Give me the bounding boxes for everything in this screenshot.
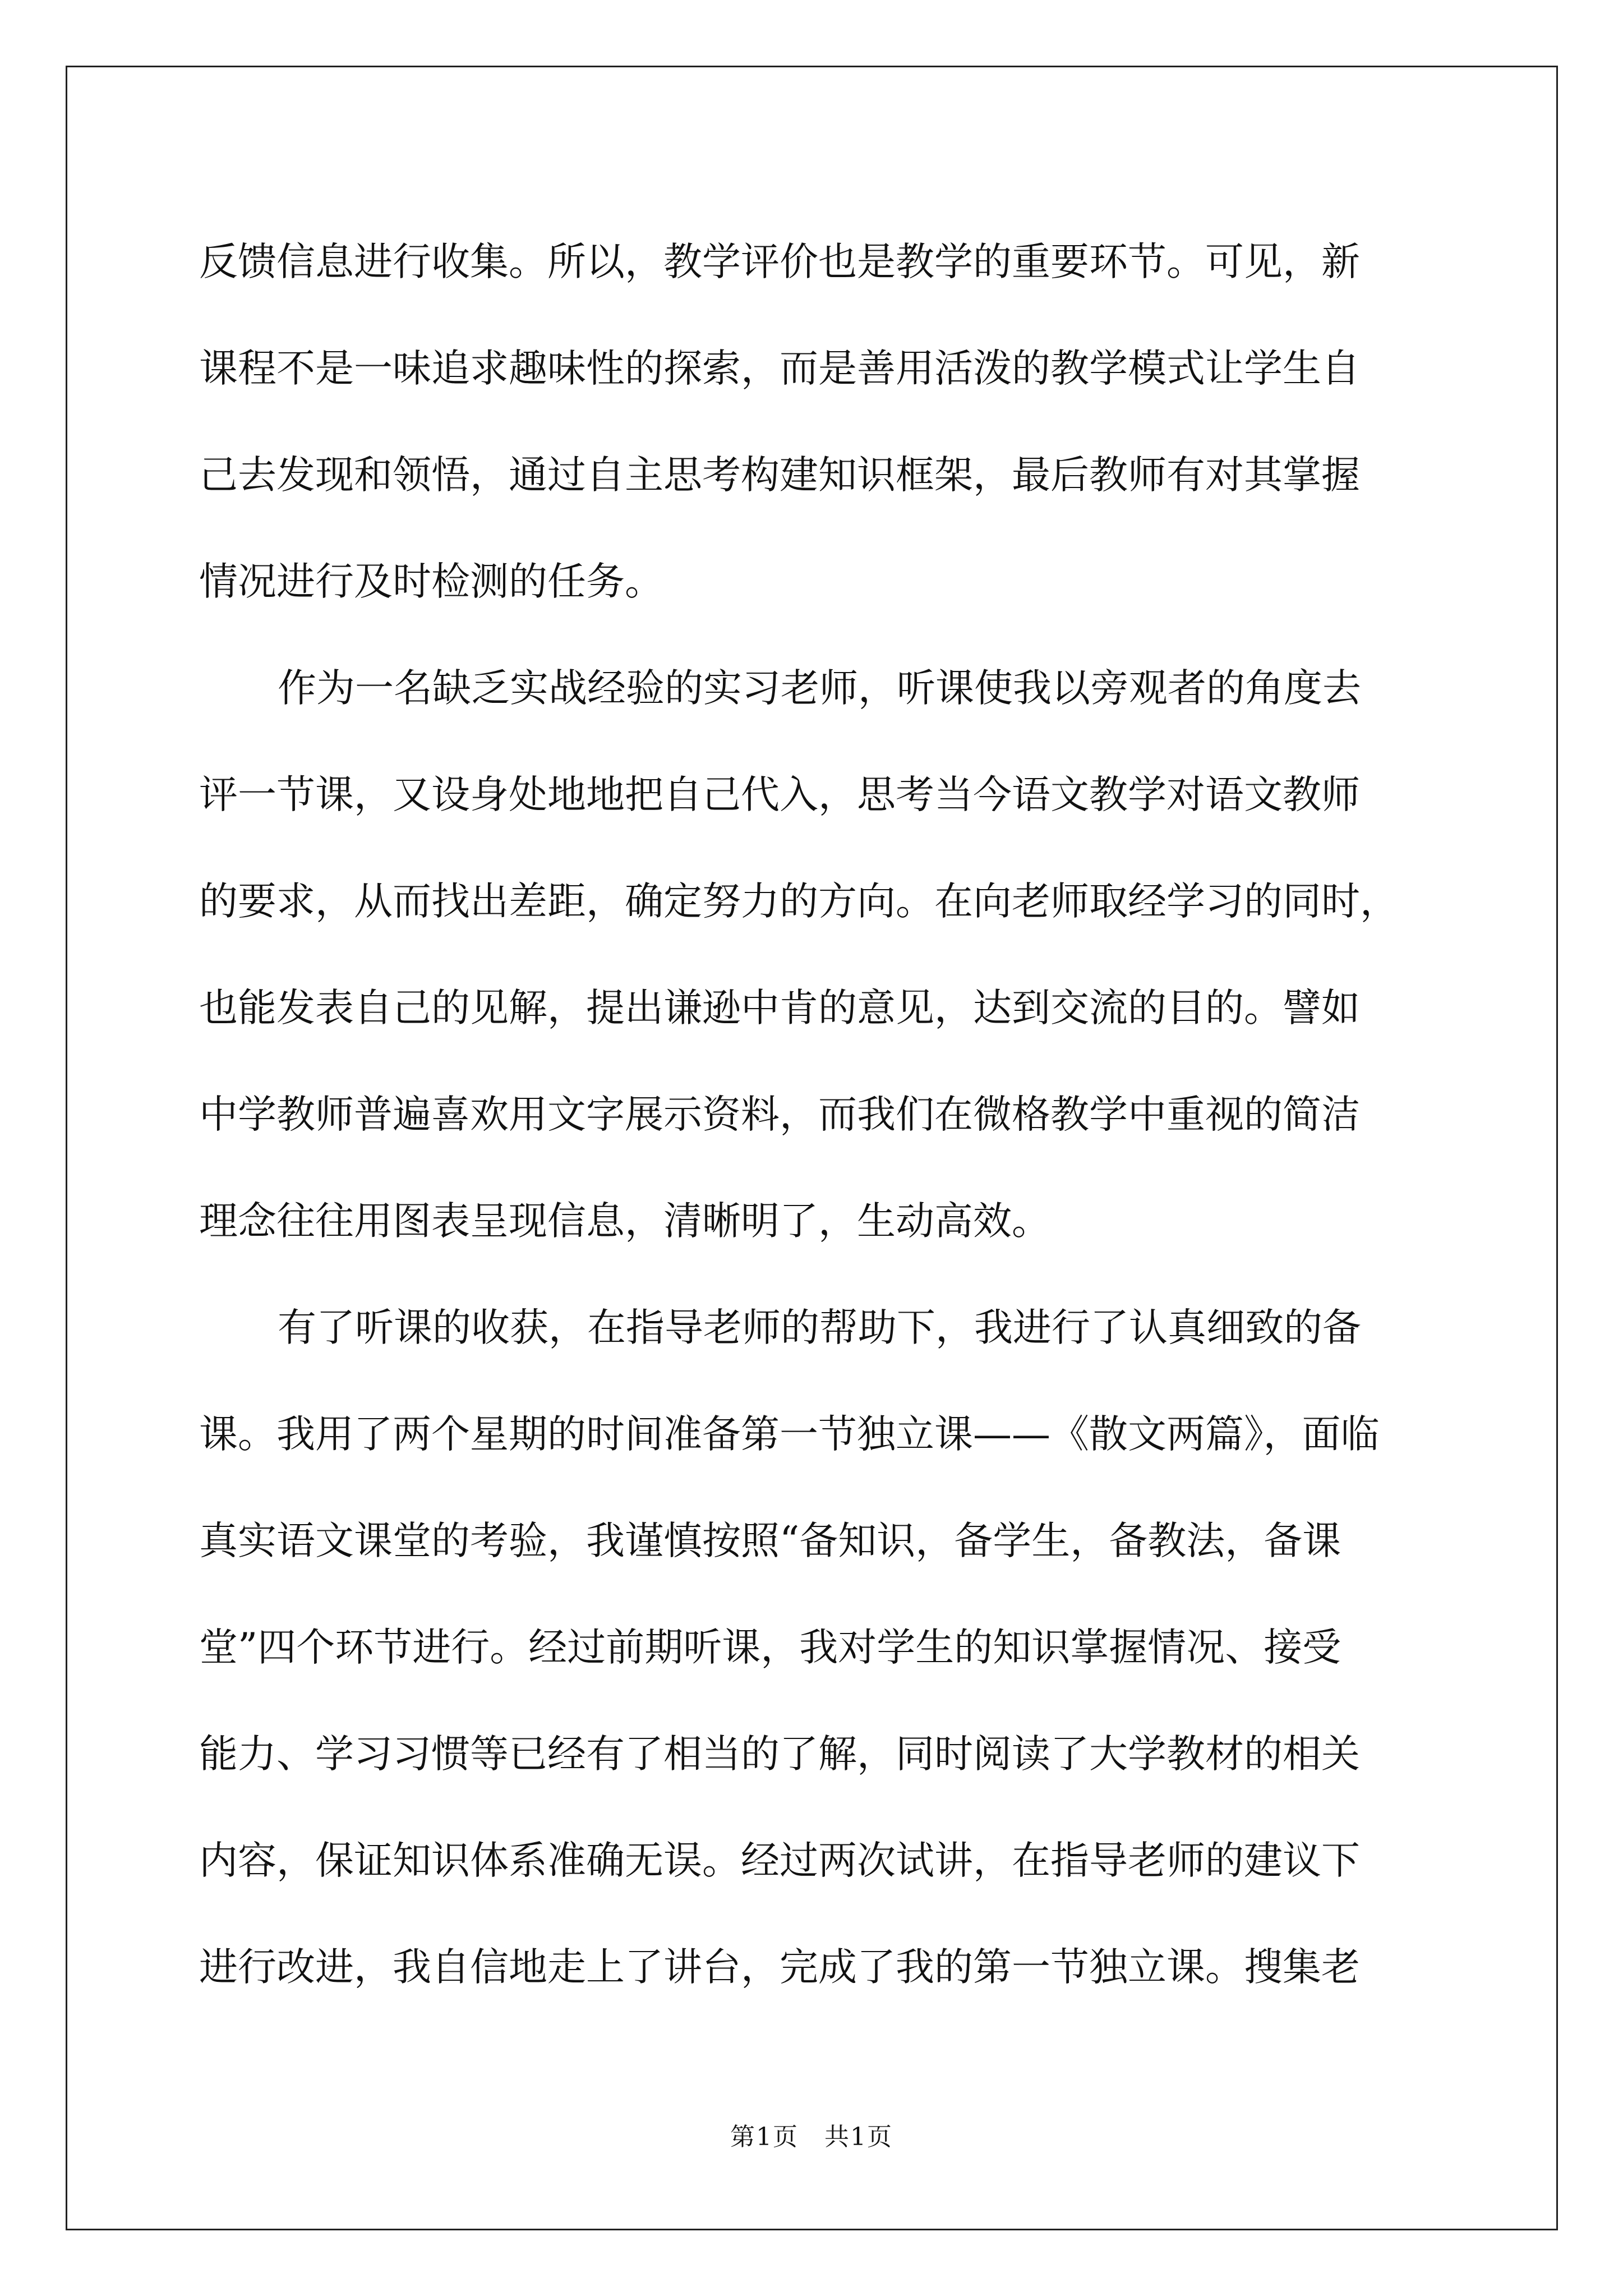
text-line: 评一节课，又设身处地地把自己代入，思考当今语文教学对语文教师: [199, 772, 1360, 817]
page-number-footer: 第1页 共1页: [730, 2123, 893, 2151]
paragraph-first-line: 有了听课的收获，在指导老师的帮助下，我进行了认真细致的备: [278, 1305, 1361, 1350]
text-line: 中学教师普遍喜欢用文字展示资料，而我们在微格教学中重视的简洁: [199, 1092, 1360, 1137]
text-line: 也能发表自己的见解，提出谦逊中肯的意见，达到交流的目的。譬如: [199, 986, 1360, 1030]
text-line: 的要求，从而找出差距，确定努力的方向。在向老师取经学习的同时，: [199, 879, 1399, 924]
text-line: 课。我用了两个星期的时间准备第一节独立课——《散文两篇》，面临: [199, 1412, 1380, 1457]
text-line: 己去发现和领悟，通过自主思考构建知识框架，最后教师有对其掌握: [199, 453, 1360, 498]
text-line: 内容，保证知识体系准确无误。经过两次试讲，在指导老师的建议下: [199, 1838, 1360, 1883]
text-line: 进行改进，我自信地走上了讲台，完成了我的第一节独立课。搜集老: [199, 1945, 1360, 1990]
document-body: [199, 209, 1450, 2021]
text-line: 真实语文课堂的考验，我谨慎按照“备知识，备学生，备教法，备课: [199, 1519, 1341, 1563]
text-line: 堂”四个环节进行。经过前期听课，我对学生的知识掌握情况、接受: [199, 1625, 1341, 1670]
text-line: 情况进行及时检测的任务。: [199, 559, 663, 604]
paragraph-first-line: 作为一名缺乏实战经验的实习老师，听课使我以旁观者的角度去: [278, 666, 1361, 711]
text-line: 能力、学习习惯等已经有了相当的了解，同时阅读了大学教材的相关: [199, 1732, 1360, 1777]
text-line: 反馈信息进行收集。所以，教学评价也是教学的重要环节。可见，新: [199, 240, 1360, 284]
text-line: 课程不是一味追求趣味性的探索，而是善用活泼的教学模式让学生自: [199, 346, 1360, 391]
text-line: 理念往往用图表呈现信息，清晰明了，生动高效。: [199, 1199, 1050, 1244]
